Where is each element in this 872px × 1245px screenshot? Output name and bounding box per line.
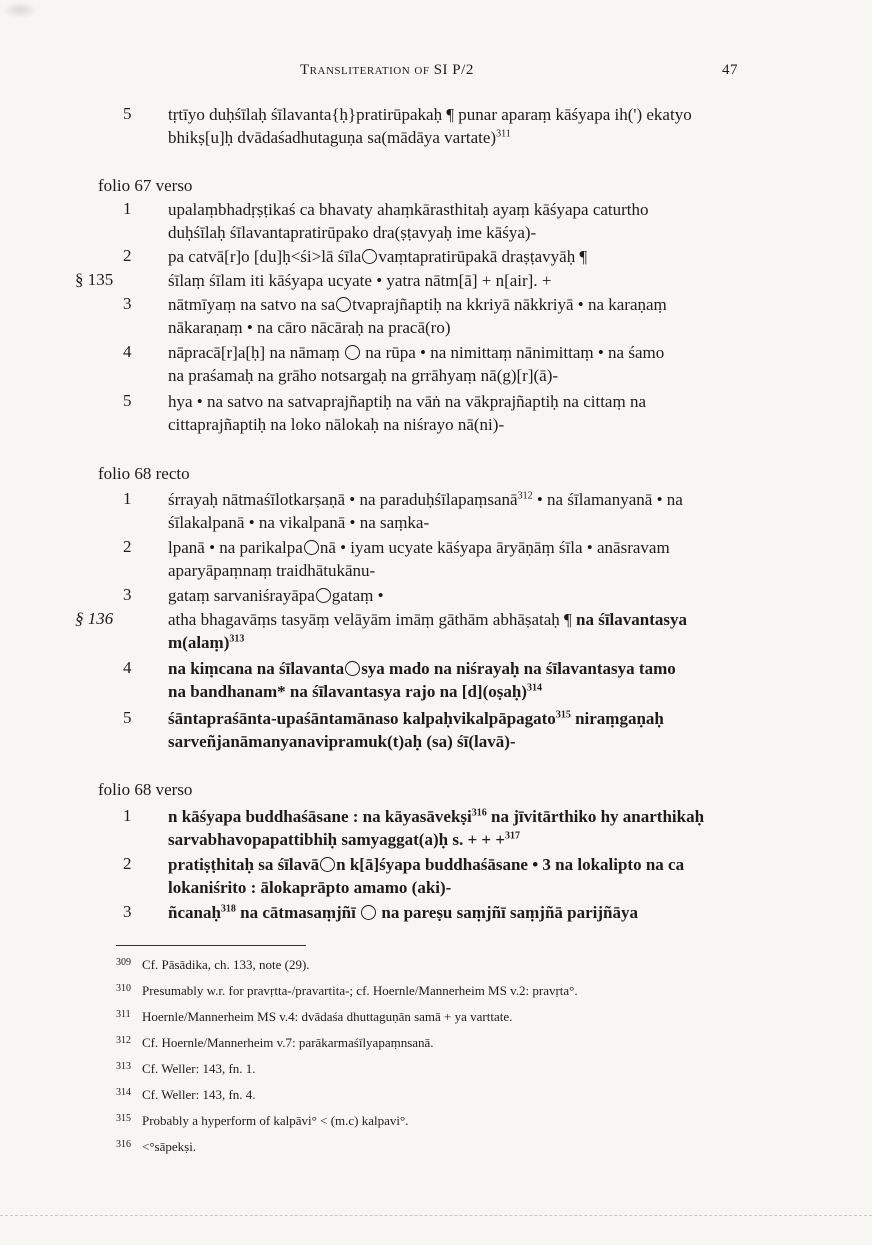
folio-heading: folio 68 verso: [98, 780, 193, 799]
footnote: 312 Cf. Hoernle/Mannerheim v.7: parākarmaśīlyapaṃnsanā.: [116, 1035, 434, 1050]
line-number: 1: [123, 199, 132, 218]
line-number: 2: [123, 537, 132, 556]
lacuna-circle-icon: [304, 540, 319, 555]
text-line: śīlakalpanā • na vikalpanā • na saṃka-: [168, 513, 430, 532]
text-line: lpanā • na parikalpa nā • iyam ucyate kāśyapa āryāṇāṃ śīla • anāsravam: [168, 538, 670, 557]
page-number: 47: [722, 62, 738, 78]
text-line: upalaṃbhadṛṣṭikaś ca bhavaty ahaṃkārasthitaḥ ayaṃ kāśyapa caturtho: [168, 200, 649, 219]
lacuna-circle-icon: [320, 857, 335, 872]
line-number: 3: [123, 902, 132, 921]
text-line: sarveñjanāmanyanavipramuk(t)aḥ (sa) śī(lavā)-: [168, 732, 516, 751]
text-line: m(alaṃ)$^{313}$: [168, 633, 245, 652]
footnote-rule: [116, 945, 306, 946]
text-line: pa catvā[r]o [du]ḥ<śi>lā śīla vaṃtapratirūpakā draṣṭavyāḥ ¶: [168, 247, 588, 266]
line-number: 5: [123, 391, 132, 410]
lacuna-circle-icon: [362, 249, 377, 264]
line-number: 4: [123, 342, 132, 361]
line-number: 2: [123, 854, 132, 873]
lacuna-circle-icon: [345, 345, 360, 360]
line-number: 2: [123, 246, 132, 265]
line-number: 5: [123, 104, 132, 123]
line-number: 1: [123, 806, 132, 825]
lacuna-circle-icon: [336, 297, 351, 312]
text-line: atha bhagavāṃs tasyāṃ velāyām imāṃ gāthām abhāṣataḥ ¶ na śīlavantasya: [168, 610, 687, 629]
text-line: bhikṣ[u]ḥ dvādaśadhutaguṇa sa(mādāya vartate)$^{311}$: [168, 128, 511, 147]
line-number: 3: [123, 585, 132, 604]
text-line: hya • na satvo na satvaprajñaptiḥ na vāṅ na vākprajñaptiḥ na cittaṃ na: [168, 392, 647, 411]
text-line: śrrayaḥ nātmaśīlotkarṣaṇā • na paraduḥśīlapaṃsanā$^{312}$ • na śīlamanyanā • na: [168, 490, 683, 509]
text-line: śīlaṃ śīlam iti kāśyapa ucyate • yatra nātm[ā] + n[air]. +: [168, 271, 552, 290]
footnote: 313 Cf. Weller: 143, fn. 1.: [116, 1061, 256, 1076]
section-number: § 135: [75, 270, 114, 289]
text-line: cittaprajñaptiḥ na loko nālokaḥ na niśrayo nā(ni)-: [168, 415, 505, 434]
text-line: na kiṃcana na śīlavanta sya mado na niśrayaḥ na śīlavantasya tamo: [168, 659, 676, 678]
scan-speck: [0, 0, 40, 20]
footnote: 314 Cf. Weller: 143, fn. 4.: [116, 1087, 256, 1102]
footnote: 310 Presumably w.r. for pravṛtta-/pravartita-; cf. Hoernle/Mannerheim MS v.2: pravṛta°.: [116, 983, 578, 998]
lacuna-circle-icon: [345, 661, 360, 676]
folio-heading: folio 68 recto: [98, 464, 190, 483]
text-line: gataṃ sarvaniśrayāpa gataṃ •: [168, 586, 384, 605]
text-line: na bandhanam* na śīlavantasya rajo na [d](oṣaḥ)$^{314}$: [168, 682, 542, 701]
text-line: nākaraṇaṃ • na cāro nācāraḥ na pracā(ro): [168, 318, 451, 337]
text-line: tṛtīyo duḥśīlaḥ śīlavanta{ḥ}pratirūpakaḥ ¶ punar aparaṃ kāśyapa ih(') ekatyo: [168, 105, 692, 124]
line-number: 1: [123, 489, 132, 508]
line-number: 5: [123, 708, 132, 727]
footnote: 315 Probably a hyperform of kalpāvi° < (m.c) kalpavi°.: [116, 1113, 409, 1128]
footnote: 309 Cf. Pāsādika, ch. 133, note (29).: [116, 957, 310, 972]
text-line: nāpracā[r]a[ḥ] na nāmaṃ na rūpa • na nimittaṃ nānimittaṃ • na śamo: [168, 343, 665, 362]
footnote: 316 <°sāpekṣi.: [116, 1139, 197, 1154]
text-line: lokaniśrito : ālokaprāpto amamo (aki)-: [168, 878, 452, 897]
lacuna-circle-icon: [361, 905, 376, 920]
text-line: ñcanaḥ$^{318}$ na cātmasaṃjñī na pareṣu saṃjñī saṃjñā parijñāya: [168, 903, 638, 922]
text-line: śāntapraśānta-upaśāntamānaso kalpaḥvikalpāpagato$^{315}$ niraṃgaṇaḥ: [168, 709, 664, 728]
text-line: na praśamaḥ na grāho notsargaḥ na grrāhyaṃ nā(g)[r](ā)-: [168, 366, 559, 385]
line-number: 4: [123, 658, 132, 677]
running-title: Transliteration of SI P/2: [300, 62, 474, 78]
section-number: § 136: [75, 609, 114, 628]
text-line: nātmīyaṃ na satvo na sa tvaprajñaptiḥ na kkriyā nākkriyā • na karaṇaṃ: [168, 295, 667, 314]
text-line: n kāśyapa buddhaśāsane : na kāyasāvekṣi$^{316}$ na jīvitārthiko hy anarthikaḥ: [168, 807, 705, 826]
scan-edge-line: [0, 1215, 872, 1216]
folio-heading: folio 67 verso: [98, 176, 193, 195]
text-line: duḥśīlaḥ śīlavantapratirūpako dra(ṣṭavyaḥ ime kāśya)-: [168, 223, 537, 242]
footnote: 311 Hoernle/Mannerheim MS v.4: dvādaśa dhuttaguṇān samā + ya varttate.: [116, 1009, 513, 1024]
text-line: pratiṣṭhitaḥ sa śīlavā n k[ā]śyapa buddhaśāsane • 3 na lokalipto na ca: [168, 855, 685, 874]
text-line: sarvabhavopapattibhiḥ samyaggat(a)ḥ s. + + +$^{317}$: [168, 830, 521, 849]
text-line: aparyāpaṃnaṃ traidhātukānu-: [168, 561, 376, 580]
lacuna-circle-icon: [316, 588, 331, 603]
line-number: 3: [123, 294, 132, 313]
